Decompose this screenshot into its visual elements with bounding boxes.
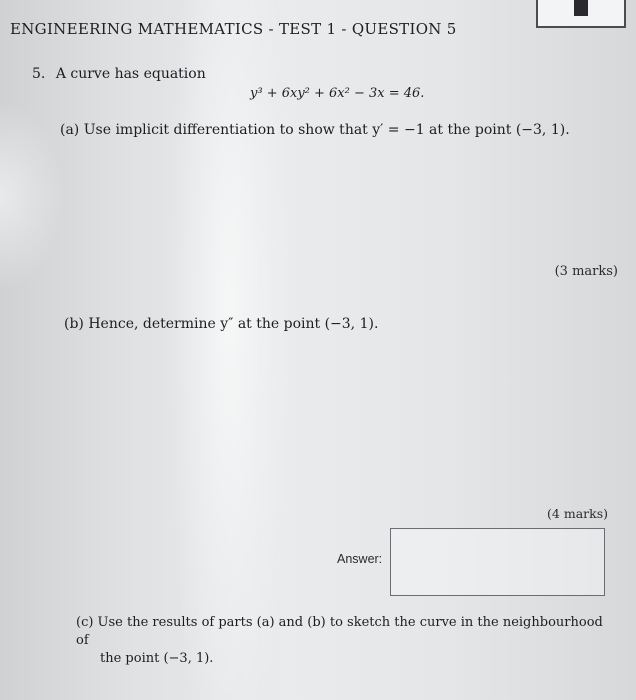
page-header-tab: [536, 0, 626, 28]
curve-equation: y³ + 6xy² + 6x² − 3x = 46.: [250, 86, 425, 101]
part-b-marks: (4 marks): [547, 506, 608, 521]
page-title: ENGINEERING MATHEMATICS - TEST 1 - QUESTION 5: [10, 20, 457, 38]
part-a-marks: (3 marks): [554, 264, 618, 279]
part-c-line-1: (c) Use the results of parts (a) and (b) to sketch the curve in the neighbourhood of: [76, 615, 603, 648]
header-mark: [574, 0, 588, 16]
question-intro: [32, 66, 206, 82]
question-intro-text: A curve has equation: [55, 66, 206, 82]
answer-label: Answer:: [337, 552, 383, 566]
answer-box[interactable]: [390, 528, 605, 596]
part-b-text: (b) Hence, determine y″ at the point (−3, 1).: [64, 316, 379, 332]
question-number: 5.: [32, 66, 46, 82]
part-c-text: [76, 614, 616, 668]
part-a-text: (a) Use implicit differentiation to show that y′ = −1 at the point (−3, 1).: [60, 122, 570, 138]
part-c-line-2: the point (−3, 1).: [100, 651, 214, 666]
